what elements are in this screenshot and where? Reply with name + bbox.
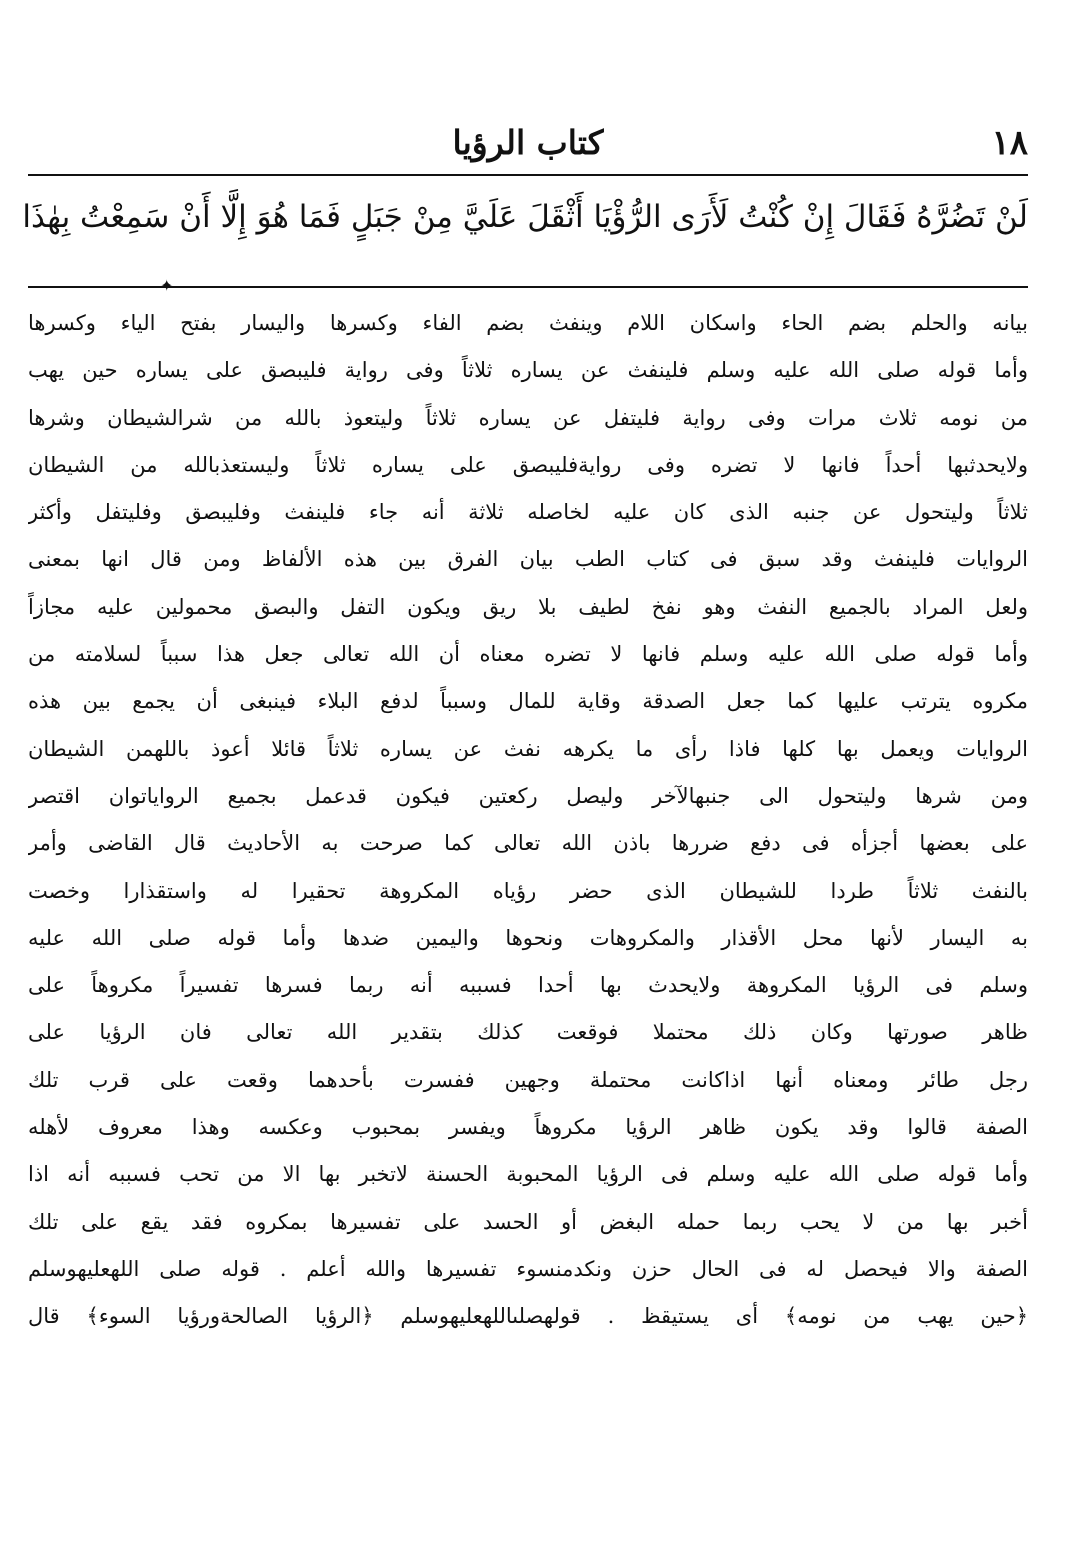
page-number: ١٨	[991, 123, 1028, 163]
commentary-line: ثلاثاً وليتحول عن جنبه الذى كان عليه لخاصله ثلاثة أنه جاء فلينفث وفليبصق وفليتفل وأكثر	[28, 500, 1028, 525]
separator-mark-icon: ✦	[160, 276, 174, 295]
commentary-line: وسلم فى الرؤيا المكروهة ولايحدث بها أحدا فسببه أنه ربما فسرها تفسيراً مكروهاً على	[28, 973, 1028, 998]
commentary-line: وأما قوله صلى الله عليه وسلم فلينفث عن يساره ثلاثاً وفى رواية فليبصق على يساره حين يهب	[28, 358, 1028, 383]
commentary-line: بالنفث ثلاثاً طردا للشيطان الذى حضر رؤياه المكروهة تحقيرا له واستقذارا وخصت	[28, 878, 1028, 903]
commentary-line: رجل طائر ومعناه أنها اذاكانت محتملة وجهين ففسرت بأحدهما وقعت على قرب تلك	[28, 1067, 1028, 1092]
commentary-line: الروايات ويعمل بها كلها فاذا رأى ما يكرهه نفث عن يساره ثلاثاً قائلا أعوذ باللهمن الشيطان	[28, 736, 1028, 761]
commentary-line: ومن شرها وليتحول الى جنبهالآخر وليصل ركعتين فيكون قدعمل بجميع الرواياتوان اقتصر	[28, 783, 1028, 808]
commentary-line: الروايات فلينفث وقد سبق فى كتاب الطب بيان الفرق بين هذه الألفاظ ومن قال انها بمعنى	[28, 547, 1028, 572]
commentary-line: ظاهر صورتها وكان ذلك محتملا فوقعت كذلك بتقدير الله تعالى فان الرؤيا على	[28, 1020, 1028, 1045]
commentary-line: بيانه والحلم بضم الحاء واسكان اللام وينفث بضم الفاء وكسرها واليسار بفتح الياء وكسرها	[28, 311, 1028, 335]
commentary-line: من نومه ثلاث مرات وفى رواية فليتفل عن يساره ثلاثاً وليتعوذ بالله من شرالشيطان وشرها	[28, 405, 1028, 430]
separator-rule	[28, 286, 1028, 288]
commentary-line: وأما قوله صلى الله عليه وسلم فانها لا تضره معناه أن الله تعالى جعل هذا سبباً لسلامته من	[28, 642, 1028, 667]
commentary-line: به اليسار لأنها محل الأقذار والمكروهات ونحوها واليمين ضدها وأما قوله صلى الله عليه	[28, 925, 1028, 950]
commentary-line: الصفة قالوا وقد يكون ظاهر الرؤيا مكروهاً ويفسر بمحبوب وعكسه وهذا معروف لأهله	[28, 1115, 1028, 1140]
commentary-line: على بعضها أجزأه فى دفع ضررها باذن الله تعالى كما صرحت به الأحاديث قال القاضى وأمر	[28, 831, 1028, 856]
hadith-text: لَنْ تَضُرَّهُ فَقَالَ إِنْ كُنْتُ لَأَرَى الرُّؤْيَا أَثْقَلَ عَلَيَّ مِنْ جَبَلٍ فَمَا هُوَ إِلَّا أَنْ سَمِعْتُ بِهٰذَا	[22, 199, 1028, 235]
book-title: كتاب الرؤيا	[452, 123, 604, 162]
commentary-line: الصفة والا فيحصل له فى الحال حزن ونكدمنسوء تفسيرها والله أعلم . قوله صلى اللهعليهوسلم	[28, 1256, 1028, 1281]
commentary-line: ولايحدثبها أحداً فانها لا تضره وفى روايةفليبصق على يساره ثلاثاً وليستعذبالله من الشيطان	[28, 452, 1028, 477]
header-rule	[28, 174, 1028, 176]
commentary-text	[28, 300, 1028, 1341]
page-header	[28, 118, 1028, 168]
commentary-line: وأما قوله صلى الله عليه وسلم فى الرؤيا المحبوبة الحسنة لاتخبر بها الا من تحب فسببه أنه اذا	[28, 1162, 1028, 1187]
commentary-line: ولعل المراد بالجميع النفث وهو نفخ لطيف بلا ريق ويكون التفل والبصق محمولين عليه مجازاً	[28, 594, 1028, 619]
commentary-line: ﴿حين يهب من نومه﴾ أى يستيقظ . قولهصلىاللهعليهوسلم ﴿الرؤيا الصالحةورؤيا السوء﴾ قال	[28, 1304, 1028, 1329]
commentary-line: أخبر بها من لا يحب ربما حمله البغض أو الحسد على تفسيرها بمكروه فقد يقع على تلك	[28, 1209, 1028, 1234]
commentary-line: مكروه يترتب عليها كما جعل الصدقة وقاية للمال وسبباً لدفع البلاء فينبغى أن يجمع بين هذه	[28, 689, 1028, 714]
